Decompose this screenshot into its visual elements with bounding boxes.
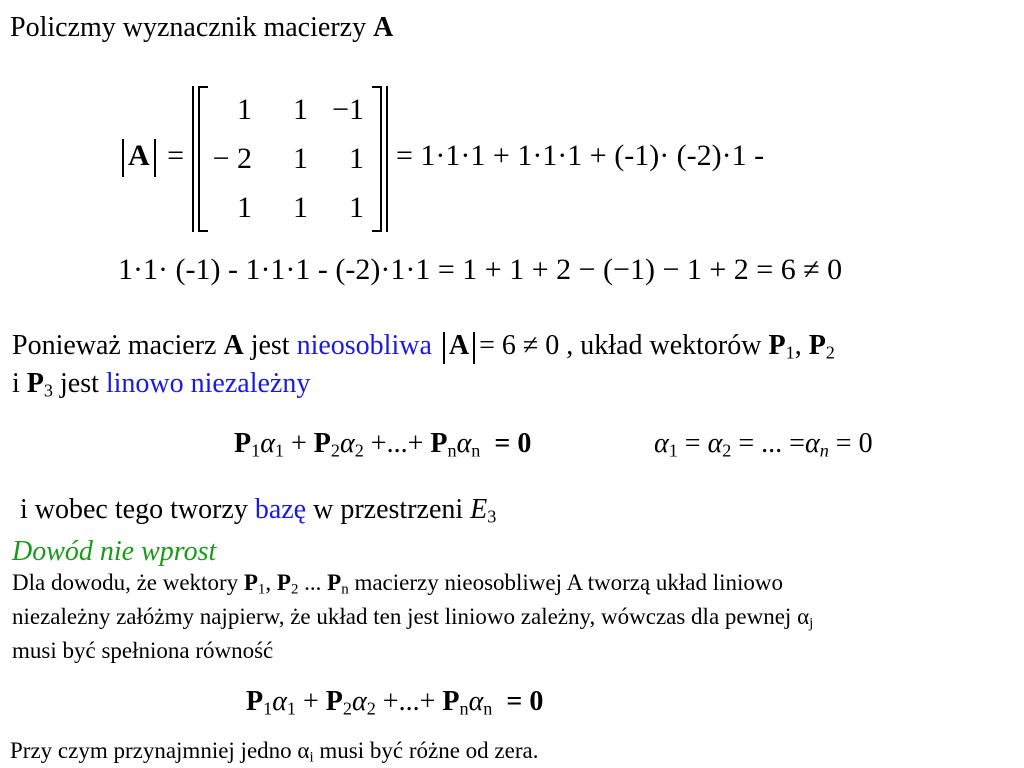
text: Przy czym przynajmniej jedno [10,738,298,763]
alpha-symbol: α [456,428,472,459]
text: , [794,330,809,361]
dots: = ... = [738,428,805,459]
text: , układ wektorów [559,330,769,361]
matrix-a [192,86,388,232]
plus: + [291,428,307,459]
vector-p: P [243,570,258,595]
matrix-cell: − 2 [212,142,252,175]
vector-p: P [313,428,331,459]
vector-p: P [768,330,786,361]
alpha-symbol: α [654,428,669,459]
vector-p: P [442,686,460,717]
subscript: i [309,749,314,766]
plus: + [382,686,399,717]
subscript: n [447,440,457,461]
alpha-symbol: α [272,686,287,717]
subscript: 2 [825,342,835,363]
text: Dla dowodu, że wektory [12,570,244,595]
alpha-symbol: α [804,428,820,459]
det-equals: = [167,139,185,172]
determinant-rhs-line2: 1·1· (-1) - 1·1·1 - (-2)·1·1 = 1 + 1 + 2 − (−1) − 1 + 2 = 6 ≠ 0 [118,253,843,286]
alpha-symbol: α [797,604,810,629]
text: niezależny załóżmy najpierw, że układ ten jest liniowo zależny, wówczas dla pewnej [12,604,798,629]
det-matrix-name: A [448,330,470,361]
matrix-cell: 1 [237,191,252,224]
equals: = [684,428,708,459]
alpha-symbol: α [260,428,275,459]
subscript: 2 [354,440,364,461]
subscript: 1 [785,342,795,363]
plus: + [419,686,436,717]
vector-p: P [430,428,448,459]
matrix-row [196,86,372,134]
subscript: 2 [366,698,376,719]
final-line [10,738,538,764]
matrix-cell: 1 [293,142,308,175]
determinant-lhs [118,136,184,177]
dots: ... [398,686,420,717]
det-bar-right [154,139,156,177]
proof-line-3: musi być spełniona równość [12,638,274,663]
alpha-symbol: α [297,738,310,763]
alpha-symbol: α [340,428,355,459]
alpha-symbol: α [707,428,723,459]
subscript: 2 [342,698,352,719]
slide-title [10,12,393,44]
det-matrix-name: A [128,139,150,172]
matrix-bracket-right [372,86,382,232]
subscript: 1 [257,581,266,598]
subscript: 2 [330,440,340,461]
subscript: n [341,581,349,598]
subscript: 1 [668,440,678,461]
matrix-name: A [223,330,244,361]
subscript: n [819,440,829,461]
alpha-symbol: α [468,686,484,717]
equals-zero: = 0 [506,686,544,717]
matrix-cell: 1 [349,191,364,224]
text: w przestrzeni [306,494,471,525]
dots: ... [386,428,408,459]
text: jest [52,368,106,399]
paragraph-nonsingular [12,328,835,364]
text: , [265,570,277,595]
vector-p: P [276,570,291,595]
vector-p: P [234,428,252,459]
term-basis: bazę [254,494,307,525]
matrix-cell: 1 [293,191,308,224]
subscript: 1 [286,698,296,719]
matrix-outer-bar-left [192,86,194,232]
det-bar-left [443,332,445,364]
matrix-outer-bar-right [386,86,388,232]
matrix-cell: 1 [349,142,364,175]
term-independent: linowo niezależny [105,368,311,399]
text: macierzy nieosobliwej A tworzą układ liniowo [348,570,784,595]
subscript: 3 [43,380,53,401]
subscript: n [459,698,469,719]
plus: + [407,428,424,459]
det-bar-right [473,332,475,364]
matrix-body [196,86,372,232]
text: i wobec tego tworzy [20,494,255,525]
plus: + [370,428,387,459]
proof-line-1 [12,570,783,596]
text: Ponieważ macierz [12,330,224,361]
vector-p: P [808,330,826,361]
subscript: n [471,440,481,461]
vector-p: P [325,686,343,717]
det-bar-left [122,139,124,177]
text: ... [298,570,328,595]
paragraph-independent [12,368,310,400]
matrix-cell: −1 [332,93,364,126]
subscript: 1 [251,440,261,461]
subscript: n [483,698,493,719]
proof-line-2 [12,604,813,630]
text: i [12,368,27,399]
plus: + [303,686,319,717]
subscript: 1 [263,698,273,719]
equals-zero: = 0 [494,428,532,459]
matrix-row [196,184,372,232]
title-matrix-name: A [373,12,394,43]
title-text: Policzmy wyznacznik macierzy [10,12,374,43]
subscript: 2 [722,440,732,461]
subscript: 3 [487,506,497,527]
text: musi być różne od zera. [313,738,539,763]
paragraph-basis [20,494,496,526]
vector-p: P [246,686,264,717]
text: jest [243,330,297,361]
linear-combination-equation [234,428,531,460]
proof-heading: Dowód nie wprost [12,536,217,567]
vector-p: P [327,570,342,595]
matrix-row [196,134,372,184]
alphas-equation [654,428,873,460]
space-e: E [470,494,488,525]
matrix-cell: 1 [237,93,252,126]
linear-dependence-equation [246,686,543,718]
subscript: 2 [290,581,299,598]
matrix-cell: 1 [293,93,308,126]
equals-zero: = 0 [835,428,873,459]
subscript: 1 [274,440,284,461]
term-nonsingular: nieosobliwa [296,330,432,361]
vector-p: P [26,368,44,399]
det-value: = 6 ≠ 0 [479,330,560,361]
determinant-rhs-line1: = 1·1·1 + 1·1·1 + (-1)· (-2)·1 - [396,139,765,172]
alpha-symbol: α [352,686,367,717]
subscript: j [809,615,814,632]
